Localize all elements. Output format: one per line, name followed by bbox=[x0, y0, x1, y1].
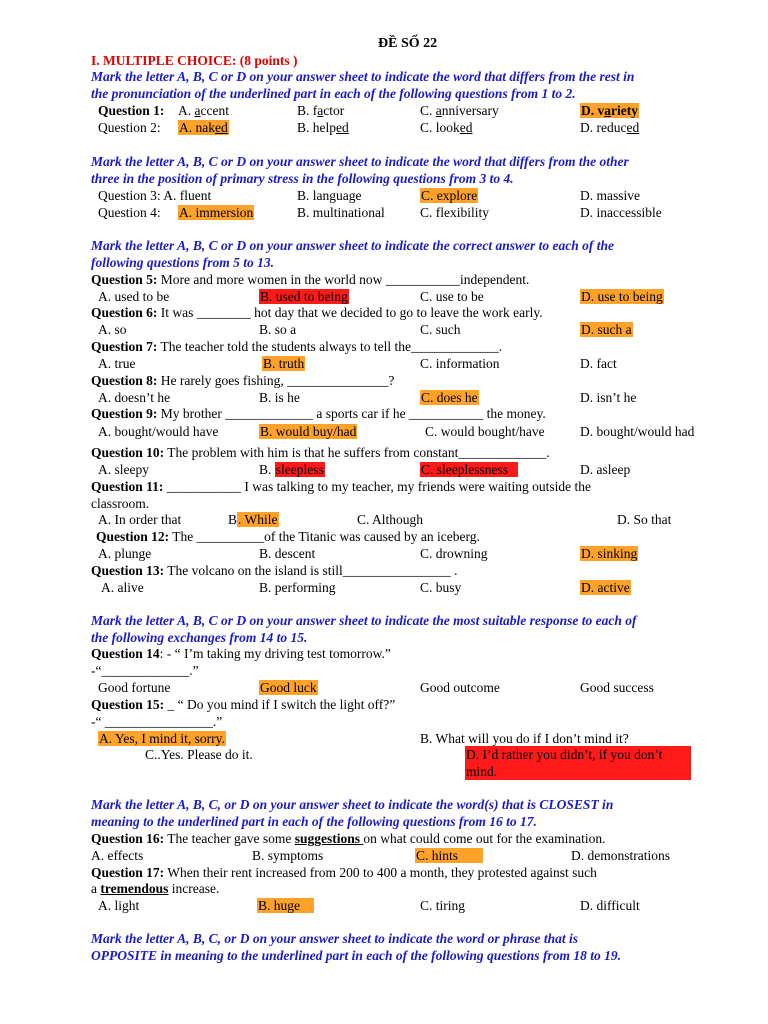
question-2-option-b[interactable]: B. helped bbox=[297, 120, 349, 135]
question-13-option-d[interactable]: D. active bbox=[581, 580, 630, 595]
question-1-option-d[interactable]: D. variety bbox=[581, 103, 638, 118]
question-4-option-d[interactable]: D. inaccessible bbox=[580, 205, 662, 220]
question-11-option-b[interactable]: B. While bbox=[228, 512, 278, 527]
question-17-stem-line-2: a tremendous increase. bbox=[91, 881, 220, 896]
question-1-option-a[interactable]: A. accent bbox=[178, 103, 229, 118]
instruction-5-line-2: meaning to the underlined part in each of the following questions from 16 to 17. bbox=[91, 814, 537, 829]
instruction-2-line-1: Mark the letter A, B, C or D on your answer sheet to indicate the word that differs from the other bbox=[91, 154, 629, 169]
instruction-5-line-1: Mark the letter A, B, C, or D on your answer sheet to indicate the word(s) that is CLOSEST in bbox=[91, 797, 614, 812]
instruction-6-line-2: OPPOSITE in meaning to the underlined part in each of the following questions from 18 to 19. bbox=[91, 948, 621, 963]
question-10-option-c[interactable]: C. sleeplessness bbox=[420, 462, 518, 478]
instruction-6-line-1: Mark the letter A, B, C, or D on your answer sheet to indicate the word or phrase that is bbox=[91, 931, 579, 946]
question-3-option-b[interactable]: B. language bbox=[297, 188, 362, 203]
question-1-label: Question 1: bbox=[98, 103, 165, 118]
question-6-option-b[interactable]: B. so a bbox=[259, 322, 297, 337]
question-4-label: Question 4: bbox=[98, 205, 161, 220]
question-5-stem: Question 5: More and more women in the world now ___________independent. bbox=[91, 272, 530, 287]
question-17-stem: Question 17: When their rent increased from 200 to 400 a month, they protested against such bbox=[91, 865, 597, 880]
question-7-stem: Question 7: The teacher told the students always to tell the_____________. bbox=[91, 339, 503, 354]
question-6-option-a[interactable]: A. so bbox=[98, 322, 127, 337]
instruction-1-line-2: the pronunciation of the underlined part in each of the following questions from 1 to 2. bbox=[91, 86, 576, 101]
question-5-option-b[interactable]: B. used to being bbox=[260, 289, 348, 304]
instruction-3-line-2: following questions from 5 to 13. bbox=[91, 255, 275, 270]
question-12-option-d[interactable]: D. sinking bbox=[581, 546, 638, 561]
question-14-response: -“_____________.” bbox=[91, 663, 199, 678]
question-17-option-c[interactable]: C. tiring bbox=[420, 898, 466, 913]
question-17-option-d[interactable]: D. difficult bbox=[580, 898, 640, 913]
question-2-label: Question 2: bbox=[98, 120, 161, 135]
question-5-option-a[interactable]: A. used to be bbox=[98, 289, 170, 304]
question-14-option-b[interactable]: Good luck bbox=[260, 680, 317, 695]
question-5-option-d[interactable]: D. use to being bbox=[581, 289, 663, 304]
question-15-option-a[interactable]: A. Yes, I mind it, sorry. bbox=[99, 731, 225, 746]
question-17-option-b[interactable]: B. huge bbox=[257, 898, 314, 914]
instruction-3-line-1: Mark the letter A, B, C or D on your answer sheet to indicate the correct answer to each of the bbox=[91, 238, 615, 253]
question-7-option-a[interactable]: A. true bbox=[98, 356, 136, 371]
question-13-option-b[interactable]: B. performing bbox=[259, 580, 336, 595]
question-15-stem: Question 15: _ “ Do you mind if I switch the light off?” bbox=[91, 697, 396, 712]
question-12-option-c[interactable]: C. drowning bbox=[420, 546, 488, 561]
question-10-option-d[interactable]: D. asleep bbox=[580, 462, 631, 477]
question-13-option-a[interactable]: A. alive bbox=[101, 580, 144, 595]
question-4-option-a[interactable]: A. immersion bbox=[179, 205, 254, 220]
question-16-option-d[interactable]: D. demonstrations bbox=[571, 848, 670, 863]
question-2-option-d[interactable]: D. reduced bbox=[580, 120, 640, 135]
question-15-option-d-line-1: D. I’d rather you didn’t, if you don’t bbox=[466, 747, 663, 762]
question-9-option-c[interactable]: C. would bought/have bbox=[425, 424, 545, 439]
question-15-option-d[interactable] bbox=[465, 746, 691, 780]
question-14-option-a[interactable]: Good fortune bbox=[98, 680, 171, 695]
question-11-option-d[interactable]: D. So that bbox=[617, 512, 672, 527]
question-14-stem: Question 14: - “ I’m taking my driving test tomorrow.” bbox=[91, 646, 391, 661]
question-9-option-d[interactable]: D. bought/would had bbox=[580, 424, 695, 439]
question-4-option-c[interactable]: C. flexibility bbox=[420, 205, 489, 220]
question-8-stem: Question 8: He rarely goes fishing, _______________? bbox=[91, 373, 395, 388]
question-16-option-a[interactable]: A. effects bbox=[91, 848, 144, 863]
instruction-1-line-1: Mark the letter A, B, C or D on your answer sheet to indicate the word that differs from the rest in bbox=[91, 69, 635, 84]
question-5-option-c[interactable]: C. use to be bbox=[420, 289, 484, 304]
question-10-stem: Question 10: The problem with him is that he suffers from constant_____________. bbox=[91, 445, 550, 460]
question-1-option-b[interactable]: B. factor bbox=[297, 103, 345, 118]
question-11-option-c[interactable]: C. Although bbox=[357, 512, 424, 527]
question-12-option-a[interactable]: A. plunge bbox=[98, 546, 152, 561]
question-6-option-d[interactable]: D. such a bbox=[581, 322, 632, 337]
question-14-option-d[interactable]: Good success bbox=[580, 680, 654, 695]
question-12-stem: Question 12: The __________of the Titanic was caused by an iceberg. bbox=[96, 529, 480, 544]
question-15-response: -“ ________________.” bbox=[91, 714, 223, 729]
question-9-option-b[interactable]: B. would buy/had bbox=[260, 424, 357, 439]
question-10-option-b[interactable]: B. sleepless bbox=[259, 462, 324, 477]
question-6-stem: Question 6: It was ________ hot day that we decided to go to leave the work early. bbox=[91, 305, 543, 320]
instruction-4-line-1: Mark the letter A, B, C or D on your answer sheet to indicate the most suitable response to each of bbox=[91, 613, 637, 628]
question-11-stem: Question 11: ___________ I was talking to my teacher, my friends were waiting outside the bbox=[91, 479, 592, 494]
question-7-option-c[interactable]: C. information bbox=[420, 356, 500, 371]
question-11-stem-line-2: classroom. bbox=[91, 496, 150, 511]
question-16-option-b[interactable]: B. symptoms bbox=[252, 848, 324, 863]
question-8-option-d[interactable]: D. isn’t he bbox=[580, 390, 637, 405]
question-13-option-c[interactable]: C. busy bbox=[420, 580, 462, 595]
question-2-option-a[interactable]: A. naked bbox=[179, 120, 228, 135]
question-17-option-a[interactable]: A. light bbox=[98, 898, 140, 913]
question-7-option-b[interactable]: B. truth bbox=[263, 356, 305, 371]
question-1-option-c[interactable]: C. anniversary bbox=[420, 103, 499, 118]
question-6-option-c[interactable]: C. such bbox=[420, 322, 461, 337]
question-8-option-c[interactable]: C. does he bbox=[421, 390, 478, 405]
question-8-option-b[interactable]: B. is he bbox=[259, 390, 300, 405]
question-11-option-a[interactable]: A. In order that bbox=[98, 512, 182, 527]
question-9-stem: Question 9: My brother _____________ a sports car if he ___________ the money. bbox=[91, 406, 546, 421]
page-title: ĐỀ SỐ 22 bbox=[378, 36, 438, 51]
instruction-2-line-2: three in the position of primary stress in the following questions from 3 to 4. bbox=[91, 171, 514, 186]
question-14-option-c[interactable]: Good outcome bbox=[420, 680, 500, 695]
question-10-option-a[interactable]: A. sleepy bbox=[98, 462, 149, 477]
question-7-option-d[interactable]: D. fact bbox=[580, 356, 617, 371]
question-12-option-b[interactable]: B. descent bbox=[259, 546, 316, 561]
question-9-option-a[interactable]: A. bought/would have bbox=[98, 424, 219, 439]
question-16-option-c[interactable]: C. hints bbox=[415, 848, 483, 864]
question-16-stem: Question 16: The teacher gave some suggestions on what could come out for the examination. bbox=[91, 831, 606, 846]
instruction-4-line-2: the following exchanges from 14 to 15. bbox=[91, 630, 308, 645]
section-heading: I. MULTIPLE CHOICE: (8 points ) bbox=[91, 53, 298, 68]
question-15-option-c[interactable]: C..Yes. Please do it. bbox=[145, 747, 253, 762]
question-15-option-b[interactable]: B. What will you do if I don’t mind it? bbox=[420, 731, 629, 746]
question-3-option-d[interactable]: D. massive bbox=[580, 188, 640, 203]
question-15-option-d-line-2: mind. bbox=[466, 764, 498, 779]
question-3-option-c[interactable]: C. explore bbox=[421, 188, 478, 203]
question-8-option-a[interactable]: A. doesn’t he bbox=[98, 390, 171, 405]
question-4-option-b[interactable]: B. multinational bbox=[297, 205, 385, 220]
question-2-option-c[interactable]: C. looked bbox=[420, 120, 473, 135]
question-13-stem: Question 13: The volcano on the island is still________________ . bbox=[91, 563, 458, 578]
question-3-label[interactable]: Question 3: A. fluent bbox=[98, 188, 212, 203]
